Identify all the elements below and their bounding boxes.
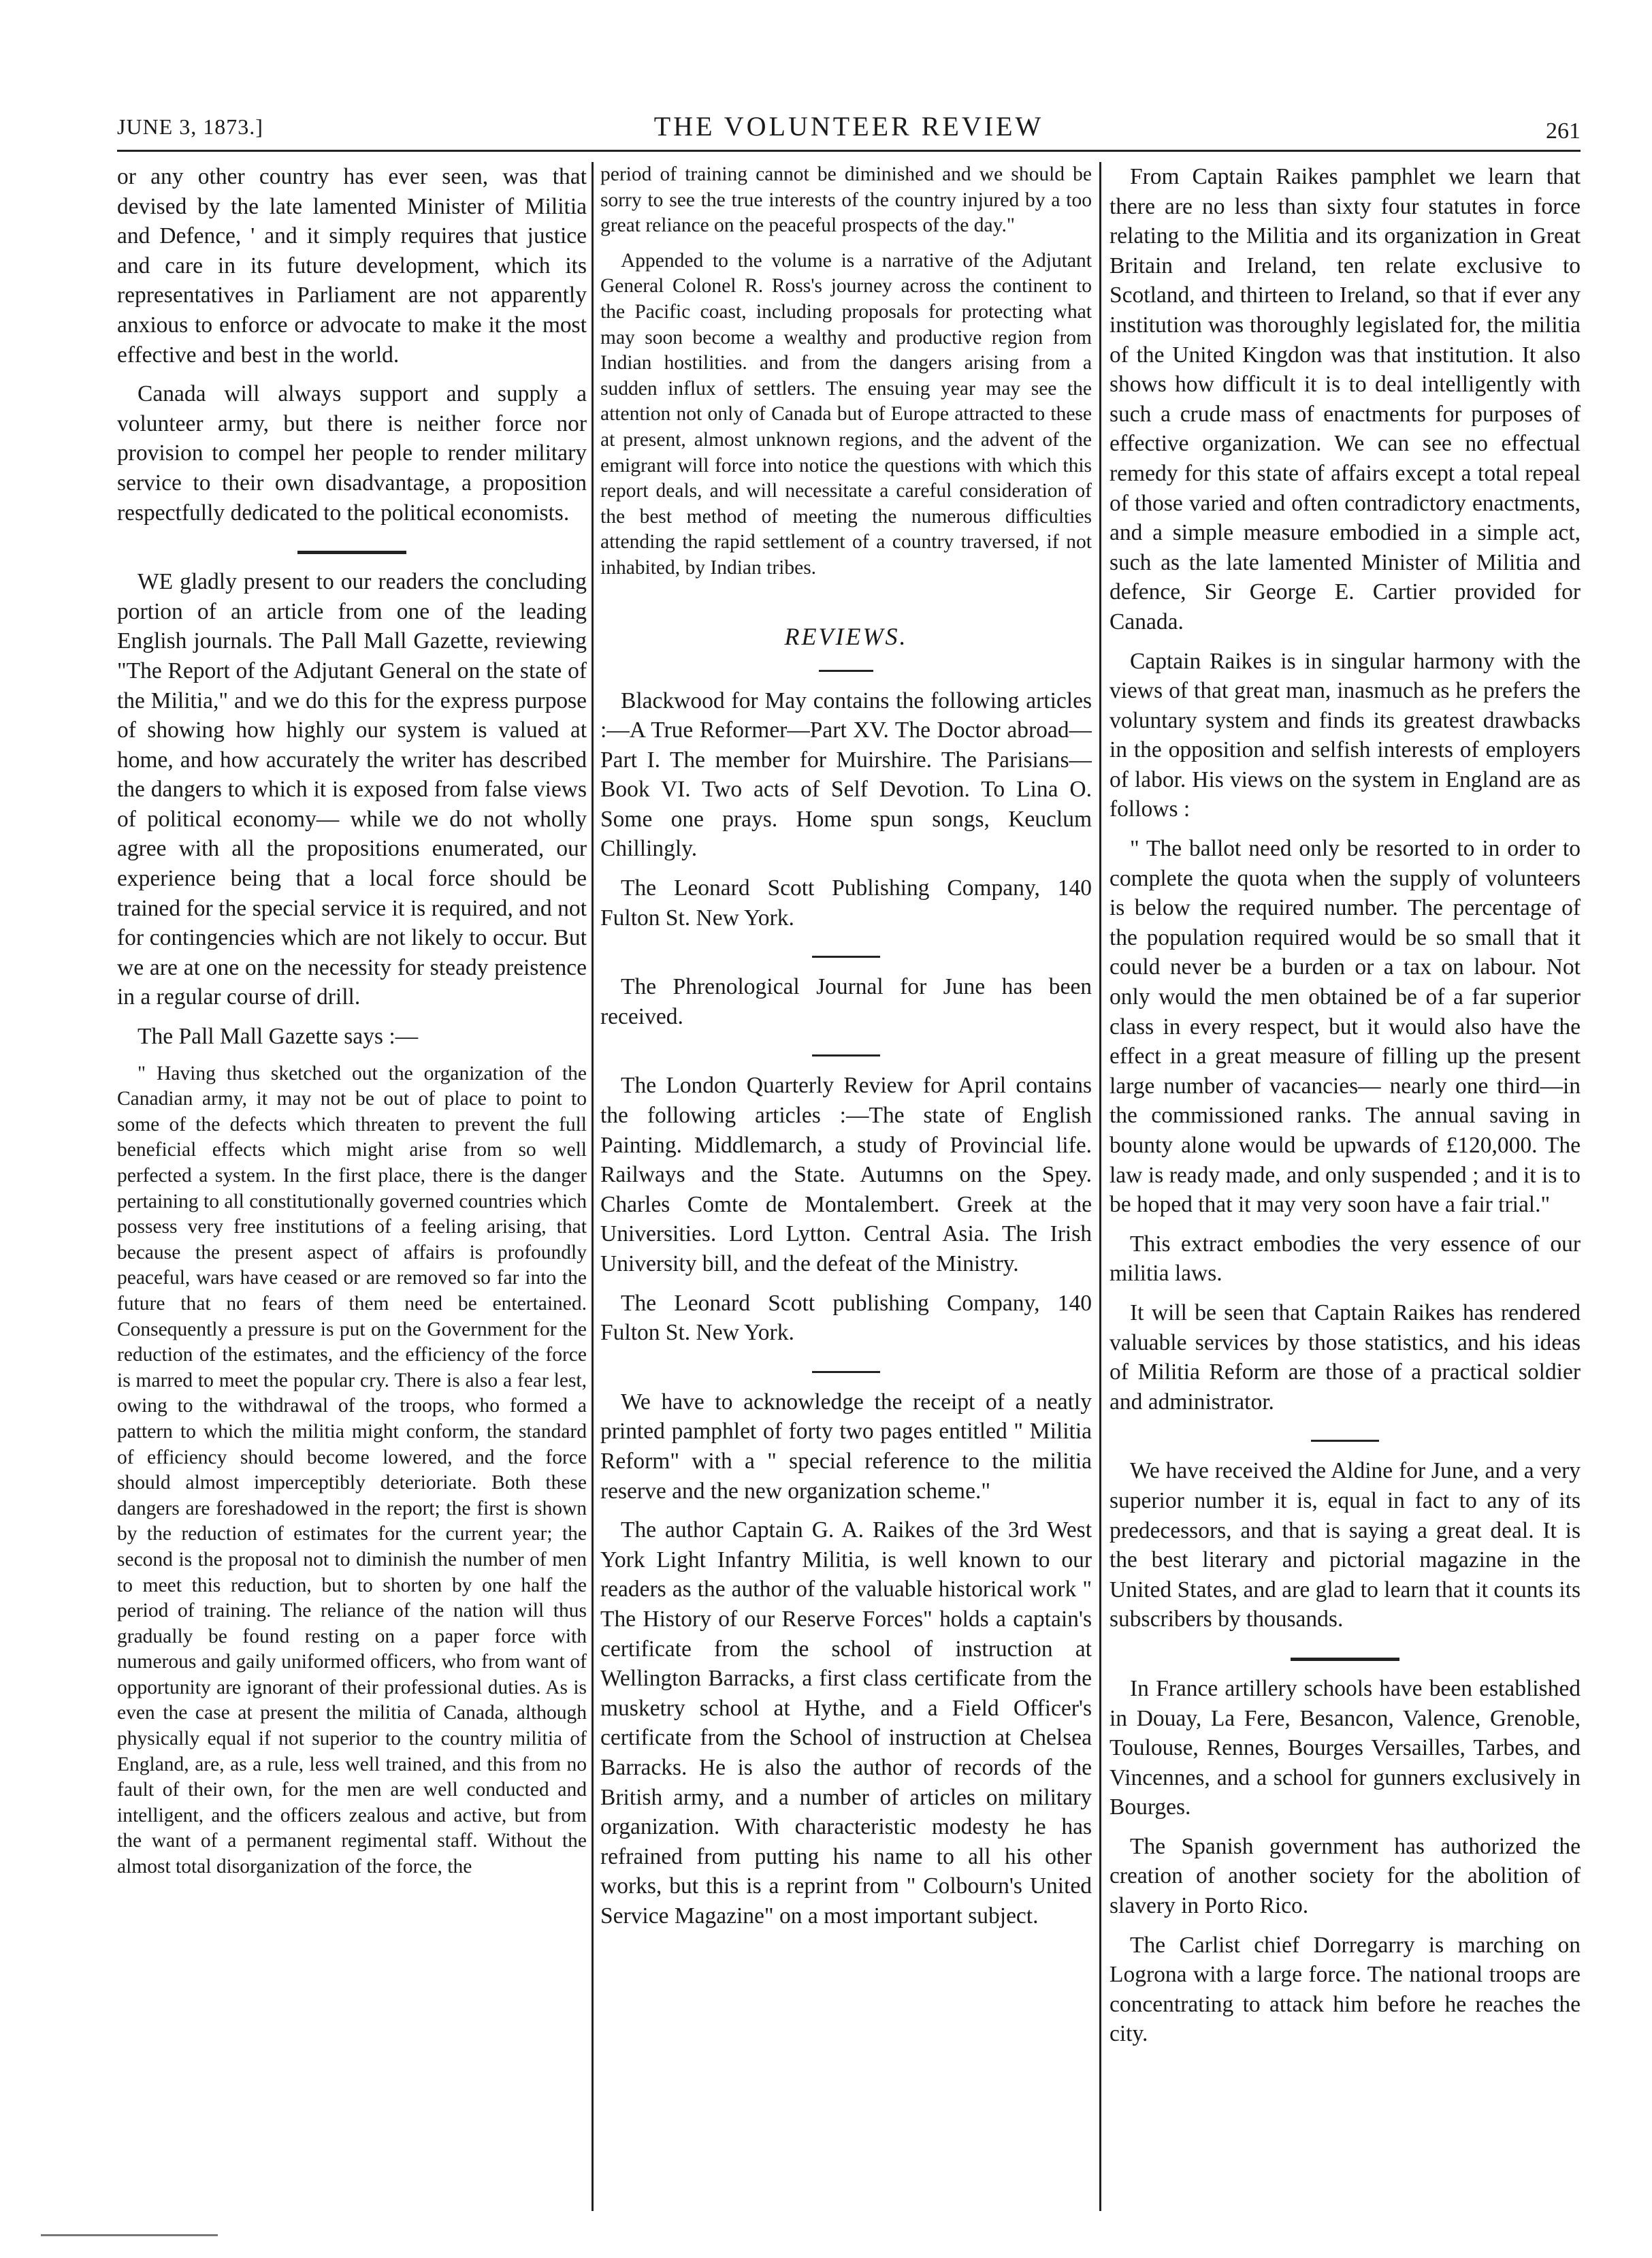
page-header	[117, 108, 1581, 152]
bottom-rule	[41, 2234, 218, 2236]
paragraph: From Captain Raikes pamphlet we learn that there are no less than sixty four statutes in force relating to the Militia and its organization in Great Britain and Ireland, ten relate exclusive to Scotland, and thirteen to Ireland, so that if ever any institution was thoroughly legislated for, the militia of the United Kingdon was that institution. It also shows how difficult it is to deal intelligently with such a crude mass of enactments for purposes of effective organization. We can see no effectual remedy for this state of affairs except a total repeal of those varied and often contradictory enactments, and a simple measure embodied in a simple act, such as the late lamented Minister of Militia and defence, Sir George E. Cartier provided for Canada.	[1110, 164, 1581, 634]
column-2	[600, 162, 1092, 2211]
paragraph: The Leonard Scott publishing Company, 140 Fulton St. New York.	[600, 1290, 1092, 1346]
paragraph: We have received the Aldine for June, and a very superior number it is, equal in fact to any of its predecessors, and that is saying a great deal. It is the best literary and pictorial magazine in the United States, and are glad to learn that it counts its subscribers by thousands.	[1110, 1458, 1581, 1632]
column-3	[1110, 162, 1581, 2211]
paragraph: In France artillery schools have been established in Douay, La Fere, Besancon, Valence, Grenoble, Toulouse, Rennes, Bourges Versailles, Tarbes, and Vincennes, and a school for gunners exclusively in Bourges.	[1110, 1675, 1581, 1820]
issue-date: JUNE 3, 1873.]	[117, 114, 263, 139]
divider	[600, 1357, 1092, 1387]
paragraph: The Phrenological Journal for June has been received.	[600, 974, 1092, 1029]
paragraph: We have to acknowledge the receipt of a neatly printed pamphlet of forty two pages entitled " Militia Reform" with a " special reference to the militia reserve and the new organization scheme."	[600, 1389, 1092, 1504]
paragraph: The Carlist chief Dorregarry is marching on Logrona with a large force. The national troops are concentrating to attack him before he reaches the city.	[1110, 1932, 1581, 2047]
paragraph: or any other country has ever seen, was that devised by the late lamented Minister of Militia and Defence, ' and it simply requires that justice and care in its future development, which its representatives in Parliament are not apparently anxious to enforce or advocate to make it the most effective and best in the world.	[117, 164, 587, 368]
section-heading: REVIEWS.	[784, 622, 908, 650]
paragraph: WE gladly present to our readers the concluding portion of an article from one of the leading English journals. The Pall Mall Gazette, reviewing "The Report of the Adjutant General on the state of the Militia," and we do this for the express purpose of showing how highly our system is valued at home, and how accurately the writer has described the dangers to which it is exposed from false views of political economy— while we do not wholly agree with all the propositions enumerated, our experience being that a local force should be trained for the special service it is required, and not for contingencies which are not likely to occur. But we are at one on the necessity for steady preistence in a regular course of drill.	[117, 569, 587, 1010]
divider	[1110, 1426, 1581, 1456]
page-number: 261	[1546, 118, 1581, 144]
paragraph: Blackwood for May contains the following articles :—A True Reformer—Part XV. The Doctor abroad—Part I. The member for Muirshire. The Parisians—Book VI. Two acts of Self Devotion. To Lina O. Some one prays. Home spun songs, Keuclum Chillingly.	[600, 688, 1092, 862]
paragraph: The Spanish government has authorized the creation of another society for the abolition of slavery in Porto Rico.	[1110, 1833, 1581, 1919]
paragraph: It will be seen that Captain Raikes has rendered valuable services by those statistics, and his ideas of Militia Reform are those of a practical soldier and administrator.	[1110, 1300, 1581, 1415]
divider	[600, 663, 1092, 686]
paragraph: The Leonard Scott Publishing Company, 140 Fulton St. New York.	[600, 875, 1092, 931]
publication-title: THE VOLUNTEER REVIEW	[653, 111, 1044, 142]
divider	[117, 537, 587, 567]
column-rule-right	[1099, 162, 1101, 2211]
quoted-paragraph: period of training cannot be diminished and we should be sorry to see the true interests of the country injured by a too great reliance on the peaceful prospects of the day."	[600, 163, 1092, 237]
divider	[600, 942, 1092, 972]
quoted-paragraph: " The ballot need only be resorted to in order to complete the quota when the supply of volunteers is below the required number. The percentage of the population required would be so small that it could never be a burden or a tax on labour. Not only would the men obtained be of a far superior class in every respect, but it would also have the effect in a great measure of filling up the present large number of vacancies— nearly one third—in the commissioned ranks. The annual saving in bounty alone would be upwards of £120,000. The law is ready made, and only suspended ; and it is to be hoped that it may very soon have a fair trial."	[1110, 836, 1581, 1218]
paragraph: The author Captain G. A. Raikes of the 3rd West York Light Infantry Militia, is well known to our readers as the author of the valuable historical work " The History of our Reserve Forces" holds a captain's certificate from the school of instruction at Wellington Barracks, a first class certificate from the musketry school at Hythe, and a Field Officer's certificate from the School of instruction at Chelsea Barracks. He is also the author of records of the British army, and a number of articles on military organization. With characteristic modesty he has refrained from putting his name to all his other works, but this is a reprint from " Colbourn's United Service Magazine" on a most important subject.	[600, 1517, 1092, 1929]
divider	[600, 1041, 1092, 1071]
paragraph: The London Quarterly Review for April contains the following articles :—The state of English Painting. Middlemarch, a study of Provincial life. Railways and the State. Autumns on the Spey. Charles Comte de Montalembert. Greek at the Universities. Lord Lytton. Central Asia. The Irish University bill, and the defeat of the Ministry.	[600, 1073, 1092, 1276]
paragraph: The Pall Mall Gazette says :—	[137, 1024, 419, 1050]
column-rule-left	[592, 162, 594, 2211]
divider	[1110, 1644, 1581, 1674]
quoted-paragraph: " Having thus sketched out the organization of the Canadian army, it may not be out of place to point to some of the defects which threaten to prevent the full beneficial effects which might arise from so well perfected a system. In the first place, there is the danger pertaining to all constitutionally governed countries which possess very free institutions of a feeling arising, that because the present aspect of affairs is profoundly peaceful, wars have ceased or are removed so far into the future that no fears of them need be entertained. Consequently a pressure is put on the Government for the reduction of the estimates, and the efficiency of the force is marred to meet the popular cry. There is also a fear lest, owing to the withdrawal of the troops, who formed a pattern to which the militia might conform, the standard of efficiency should become lowered, and the force should almost imperceptibly deterioriate. Both these dangers are foreshadowed in the report; the first is shown by the reduction of estimates for the current year; the second is the proposal not to diminish the number of men to meet this reduction, but to shorten by one half the period of training. The reliance of the nation will thus gradually be found resting on a paper force with numerous and gaily uniformed officers, who from want of opportunity are ignorant of their professional duties. As is even the case at present the militia of Canada, although physically equal if not superior to the country militia of England, are, as a rule, less well trained, and this from no fault of their own, for the men are well conducted and intelligent, and the officers zealous and active, but from the want of a permanent regimental staff. Without the almost total disorganization of the force, the	[117, 1062, 587, 1878]
paragraph: This extract embodies the very essence of our militia laws.	[1110, 1231, 1581, 1287]
paragraph: Appended to the volume is a narrative of the Adjutant General Colonel R. Ross's journey across the continent to the Pacific coast, including proposals for protecting what may soon become a wealthy and productive region from Indian hostilities. and from the dangers arising from a sudden influx of settlers. The ensuing year may see the attention not only of Canada but of Europe attracted to these at present, almost unknown regions, and the advent of the emigrant will force into notice the questions with which this report deals, and will necessitate a careful consideration of the best method of meeting the numerous difficulties attending the rapid settlement of a country traversed, if not inhabited, by Indian tribes.	[600, 249, 1092, 579]
column-1	[117, 162, 587, 2211]
paragraph: Captain Raikes is in singular harmony with the views of that great man, inasmuch as he prefers the voluntary system and finds its greatest drawbacks in the opposition and selfish interests of employers of labor. His views on the system in England are as follows :	[1110, 648, 1581, 822]
paragraph: Canada will always support and supply a volunteer army, but there is neither force nor provision to compel her people to render military service to their own disadvantage, a proposition respectfully dedicated to the political economists.	[117, 381, 587, 526]
